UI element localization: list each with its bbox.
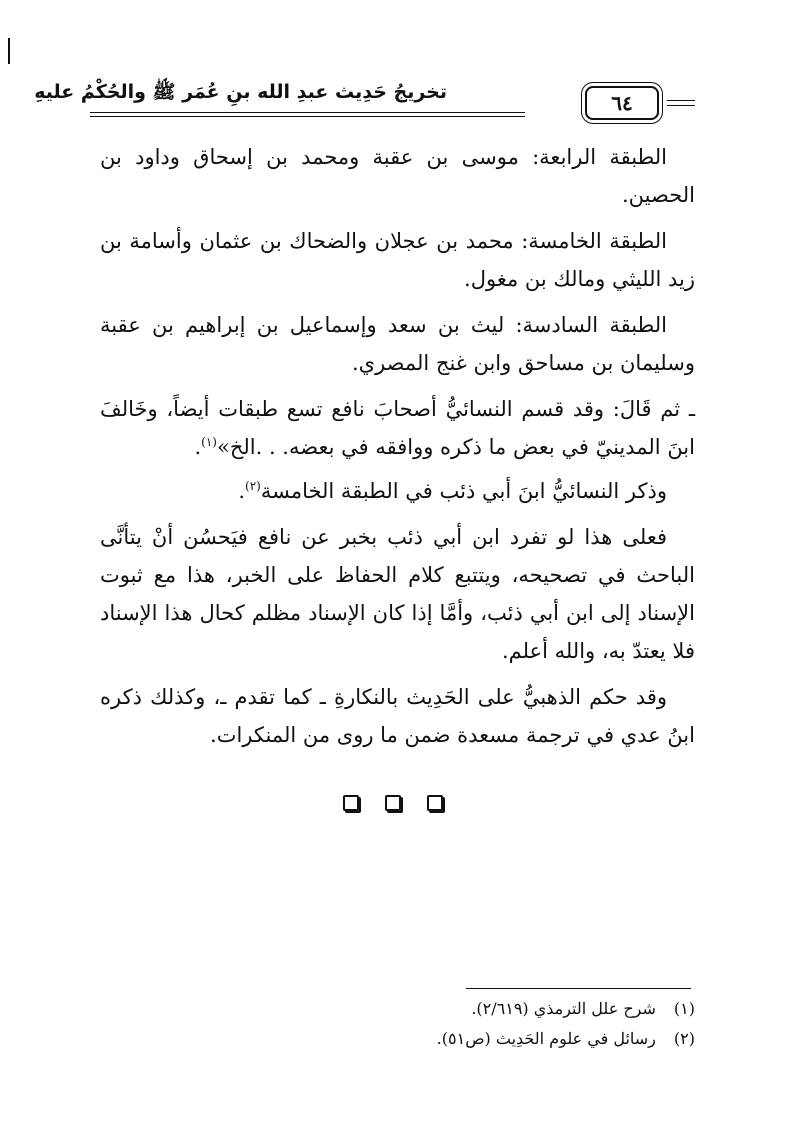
- square-ornament-icon: [427, 795, 443, 811]
- page-number-rule: [667, 105, 695, 106]
- page-header: [34, 78, 695, 122]
- header-rule: [90, 116, 525, 117]
- square-ornament-icon: [385, 795, 401, 811]
- section-separator: [0, 795, 785, 815]
- paragraph: الطبقة السادسة: ليث بن سعد وإسماعيل بن إبراهيم بن عقبة وسليمان بن مساحق وابن غنج المصري.: [100, 313, 695, 375]
- paragraph: ـ ثم قَالَ: وقد قسم النسائيُّ أصحابَ نافع تسع طبقات أيضاً، وخَالفَ ابنَ المدينيّ في بعض ما ذكره ووافقه في بعضه. . .الخ»$^{(١)}$.: [100, 397, 695, 459]
- paragraph: الطبقة الرابعة: موسى بن عقبة ومحمد بن إسحاق وداود بن الحصين.: [100, 145, 695, 207]
- page-number-rule: [667, 100, 695, 101]
- running-title: تخريجُ حَدِيث عبدِ الله بنِ عُمَر ﷺ والحُكْمُ عليهِ: [34, 81, 447, 103]
- footnote-ref: (٢): [245, 479, 261, 493]
- paragraph: وقد حكم الذهبيُّ على الحَدِيث بالنكارةِ ـ كما تقدم ـ، وكذلك ذكره ابنُ عدي في ترجمة مسعدة ضمن ما روى من المنكرات.: [100, 685, 695, 747]
- page-number: ٦٤: [611, 91, 633, 115]
- paragraph: الطبقة الخامسة: محمد بن عجلان والضحاك بن عثمان وأسامة بن زيد الليثي ومالك بن مغول.: [100, 229, 695, 291]
- margin-mark: [8, 38, 10, 64]
- paragraph: فعلى هذا لو تفرد ابن أبي ذئب بخبر عن نافع فيَحسُن أنْ يتأنَّى الباحث في تصحيحه، ويتتبع كلام الحفاظ على الخبر، هذا مع ثبوت الإسناد إلى ابن أبي ذئب، وأمَّا إذا كان الإسناد مظلم كحال هذا الإسناد فلا يعتدّ به، والله أعلم.: [100, 525, 695, 663]
- page-number-box: [585, 86, 659, 120]
- footnotes: [300, 994, 695, 1054]
- main-text: [100, 138, 695, 762]
- footnote-ref: (١): [201, 435, 217, 449]
- footnote: (١) شرح علل الترمذي (٢/٦١٩).: [471, 999, 695, 1018]
- paragraph: وذكر النسائيُّ ابنَ أبي ذئب في الطبقة الخامسة$^{(٢)}$.: [238, 479, 667, 503]
- header-rule: [90, 112, 525, 113]
- footnote: (٢) رسائل في علوم الحَدِيث (ص٥١).: [436, 1029, 695, 1048]
- footnote-rule: [466, 988, 691, 989]
- square-ornament-icon: [343, 795, 359, 811]
